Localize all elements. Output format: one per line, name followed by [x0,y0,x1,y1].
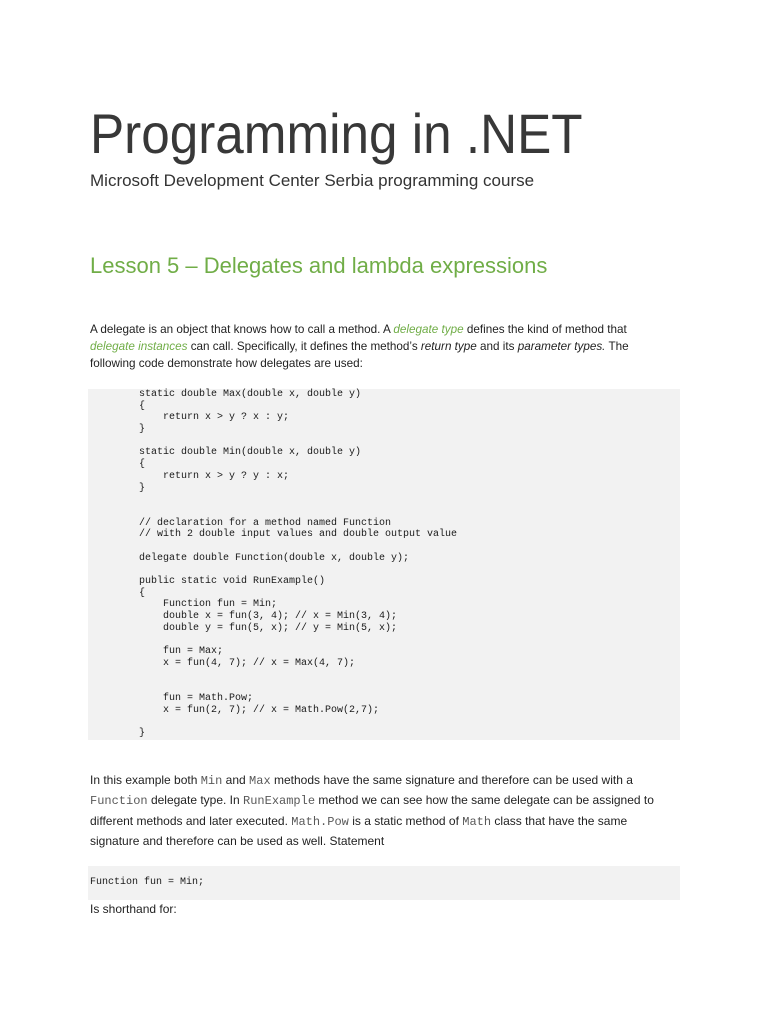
code-line [139,436,680,448]
paragraph-line [90,831,654,851]
paragraph-line [90,790,654,810]
text-run: The [605,340,629,353]
intro-paragraph [90,321,629,372]
code-line: { [139,587,146,599]
text-run: class that have the same [491,813,628,828]
code-line: } [139,727,146,739]
code-line [139,494,680,506]
code-block-delegates-example [88,389,680,740]
code-block-assignment [88,866,680,900]
code-line [139,506,680,518]
code-line: static double Min(double x, double y) [139,447,362,459]
text-run: A delegate is an object that knows how to call a method. A [90,323,394,336]
text-run: defines the kind of method that [463,323,627,336]
code-line: return x > y ? y : x; [139,470,290,482]
code-line: x = fun(4, 7); // x = Max(4, 7); [139,657,356,669]
text-run: and its [476,340,518,353]
inline-code: Max [249,774,271,788]
text-run: and [222,773,250,787]
text-run: can call. Specifically, it defines the method’s [187,340,421,353]
code-line: Function fun = Min; [139,599,278,611]
document-title: Programming in .NET [90,102,583,165]
code-line: public static void RunExample() [139,576,326,587]
code-line [139,681,680,693]
code-line: double x = fun(3, 4); // x = Min(3, 4); [139,611,398,623]
text-run: is a static method of [348,813,463,828]
code-line [139,670,680,682]
text-run: methods have the same signature and therefore can be used with a [270,773,633,787]
text-run: different methods and later executed. [90,813,292,828]
inline-code: RunExample [243,794,316,809]
code-line: static double Max(double x, double y) [139,389,362,400]
emphasis-return-type: return type [420,340,477,353]
lesson-heading: Lesson 5 – Delegates and lambda expressions [90,253,548,278]
text-run: signature and therefore can be used as well. Statement [90,833,385,848]
code-line [139,634,680,646]
code-line: fun = Math.Pow; [139,692,254,704]
term-delegate-instances: delegate instances [90,340,188,353]
code-line: Function fun = Min; [90,877,205,888]
code-line [139,541,680,553]
code-line: } [139,424,146,436]
document-subtitle: Microsoft Development Center Serbia programming course [90,171,535,190]
code-line [139,716,680,728]
code-line: delegate double Function(double x, double y); [139,552,410,564]
code-line: // declaration for a method named Function [139,517,392,529]
code-line: return x > y ? x : y; [139,412,290,424]
text-run: method we can see how the same delegate can be assigned to [315,793,654,808]
explanation-paragraph [90,770,654,851]
inline-code: Function [90,794,148,809]
code-line: // with 2 double input values and double output value [139,529,458,541]
code-line: double y = fun(5, x); // y = Min(5, x); [139,622,398,634]
shorthand-text: Is shorthand for: [90,902,177,916]
code-line: { [139,459,146,471]
text-run: In this example both [90,773,201,787]
code-line: x = fun(2, 7); // x = Math.Pow(2,7); [139,704,380,716]
text-run: delegate type. In [147,793,244,808]
paragraph-line [90,338,629,355]
code-line: } [139,482,146,494]
paragraph-line [90,811,654,831]
paragraph-line [90,770,654,790]
inline-code: Math.Pow [291,814,349,829]
inline-code: Min [200,774,223,788]
code-line: fun = Max; [139,646,224,658]
paragraph-line [90,355,629,372]
code-line [139,564,680,576]
code-line: { [139,400,146,412]
paragraph-line [90,321,629,338]
inline-code: Math [462,814,492,829]
term-delegate-type: delegate type [393,323,464,336]
emphasis-parameter-types: parameter types. [517,340,606,353]
text-run: following code demonstrate how delegates are used: [90,357,363,370]
